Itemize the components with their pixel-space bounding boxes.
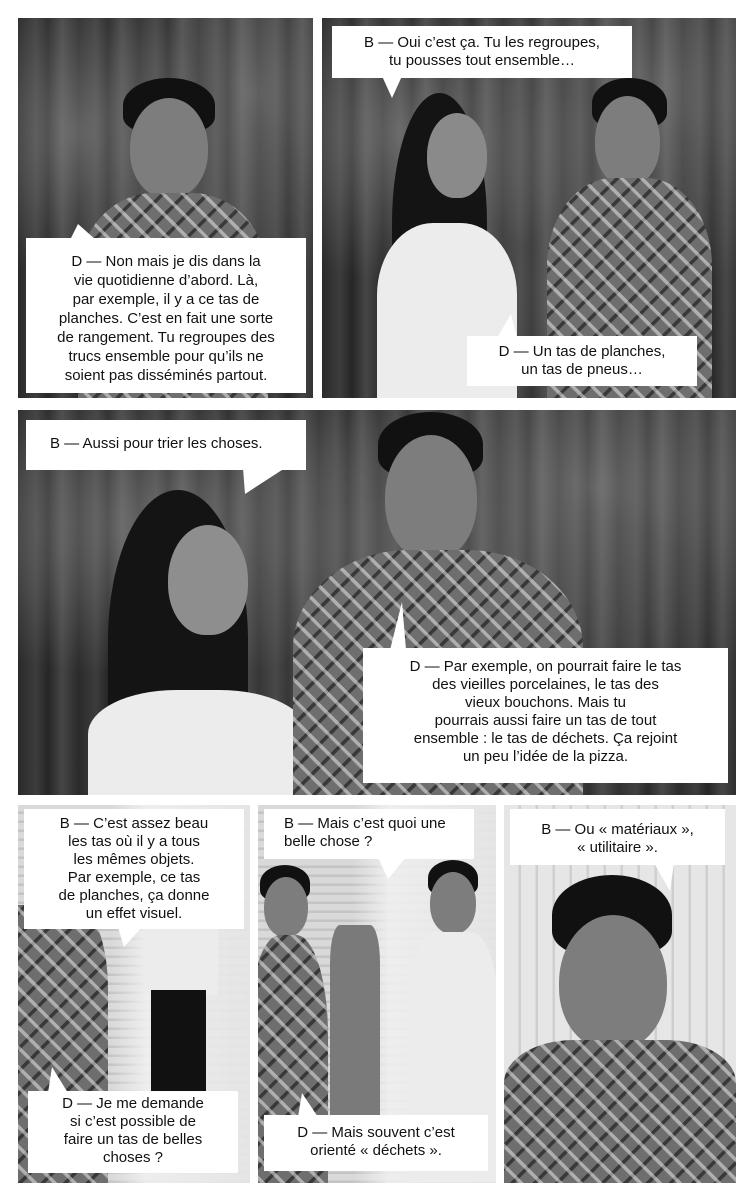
- bubble-tail: [378, 857, 406, 879]
- coat-on-rack: [330, 925, 380, 1115]
- face: [559, 915, 667, 1050]
- panel-3: [18, 410, 736, 795]
- bubble-tail: [497, 314, 517, 338]
- bubble-tail: [654, 863, 674, 891]
- bubble-tail: [390, 602, 406, 650]
- speech-bubble: B — Aussi pour trier les choses.: [26, 420, 306, 470]
- panel-2: [322, 18, 736, 398]
- white-blouse: [88, 690, 308, 795]
- patterned-shirt: [504, 1040, 736, 1183]
- bubble-tail: [118, 927, 142, 947]
- face: [264, 877, 308, 937]
- speech-bubble: D — Non mais je dis dans la vie quotidienne d’abord. Là, par exemple, il y a ce tas de planches. C’est en fait une sorte de rangement. Tu regroupes des trucs ensemble pour qu’ils ne soient pas disséminés partout.: [26, 238, 306, 393]
- speech-bubble: B — Mais c’est quoi une belle chose ?: [264, 809, 474, 859]
- speech-bubble: D — Je me demande si c’est possible de faire un tas de belles choses ?: [28, 1091, 238, 1173]
- face: [427, 113, 487, 198]
- bubble-tail: [243, 468, 285, 494]
- speech-bubble: B — Oui c’est ça. Tu les regroupes, tu pousses tout ensemble…: [332, 26, 632, 78]
- face: [595, 96, 660, 186]
- panel-5: [258, 805, 496, 1183]
- bubble-tail: [382, 76, 402, 98]
- speech-bubble: D — Par exemple, on pourrait faire le tas des vieilles porcelaines, le tas des vieux bouchons. Mais tu pourrais aussi faire un tas de tout ensemble : le tas de déchets. Ça rejoint un peu l’idée de la pizza.: [363, 648, 728, 783]
- bubble-tail: [70, 224, 96, 240]
- face: [430, 872, 476, 934]
- face: [130, 98, 208, 198]
- face: [385, 435, 477, 560]
- woman-figure: [88, 490, 308, 795]
- speech-bubble: D — Un tas de planches, un tas de pneus…: [467, 336, 697, 386]
- bubble-tail: [48, 1067, 68, 1093]
- speech-bubble: B — C’est assez beau les tas où il y a tous les mêmes objets. Par exemple, ce tas de planches, ça donne un effet visuel.: [24, 809, 244, 929]
- panel-1: [18, 18, 313, 398]
- panel-6: [504, 805, 736, 1183]
- speech-bubble: D — Mais souvent c’est orienté « déchets ».: [264, 1115, 488, 1171]
- panel-4: [18, 805, 250, 1183]
- man-portrait-figure: [504, 875, 736, 1183]
- speech-bubble: B — Ou « matériaux », « utilitaire ».: [510, 809, 725, 865]
- bubble-tail: [298, 1093, 318, 1117]
- face: [168, 525, 248, 635]
